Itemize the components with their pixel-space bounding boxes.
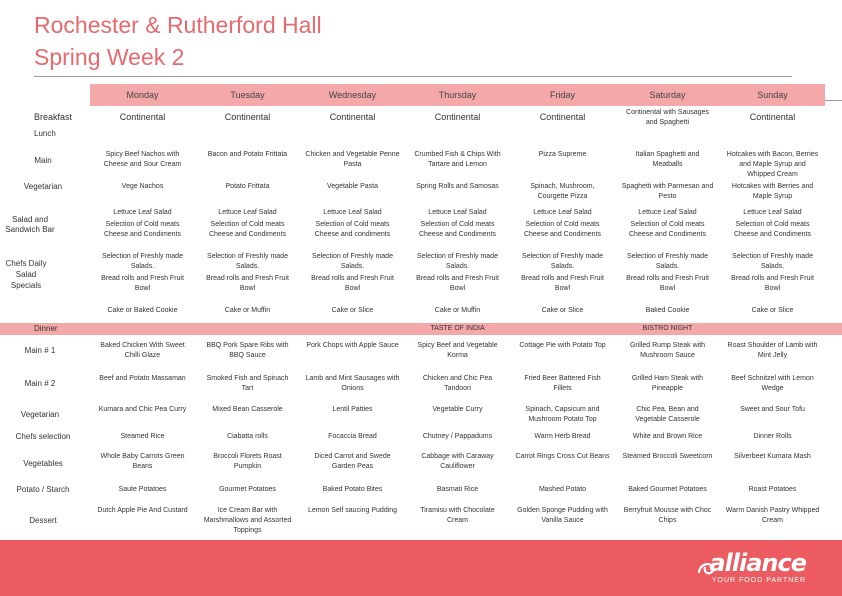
logo-tagline: YOUR FOOD PARTNER [711,577,806,584]
lunch-sweets-cell: Cake or Baked Cookie [107,307,178,314]
breakfast-cell: Continental [329,112,376,122]
dinner-main2-cell: Beef and Potato Massaman [99,375,186,382]
breakfast-cell: Continental [119,112,166,122]
dinner-label: Dinner [34,324,58,333]
dinner-chefs-cell: Chutney / Pappadums [422,433,493,440]
day-header: Thursday [438,90,477,100]
dinner-main1-cell: BBQ Pork Spare Ribs with BBQ Sauce [206,342,289,359]
lunch-chefs-line2: Bread rolls and Fresh Fruit Bowl [416,275,499,292]
day-header: Tuesday [230,90,265,100]
dinner-dessert-cell: Golden Sponge Pudding with Vanilla Sauce [517,507,608,524]
dinner-main2-cell: Fried Beer Battered Fish Fillets [524,375,601,392]
lunch-chefs-line2: Bread rolls and Fresh Fruit Bowl [626,275,709,292]
lunch-sweets-cell: Baked Cookie [645,307,690,314]
brand-logo [709,550,806,585]
logo-wordmark: alliance [709,549,806,577]
dinner-main2-cell: Grilled Ham Steak with Pineapple [631,375,704,392]
row-label-main: Main [34,156,52,165]
lunch-main-cell: Spicy Beef Nachos with Cheese and Sour Cream [103,151,182,168]
dinner-main2-cell: Lamb and Mint Sausages with Onions [305,375,400,392]
dinner-chefs-cell: White and Brown Rice [632,433,703,440]
day-header: Saturday [649,90,686,100]
row-label-main-1: Main # 1 [24,346,56,355]
lunch-salad-line2: Selection of Cold meats Cheese and condiments [314,221,391,238]
dinner-main1-cell: Pork Chops with Apple Sauce [306,342,399,349]
lunch-vegetarian-cell: Vegetable Pasta [327,183,378,190]
dinner-vegetarian-cell: Sweet and Sour Tofu [740,406,805,413]
row-label-vegetarian: Vegetarian [23,182,63,191]
lunch-chefs-line1: Selection of Freshly made Salads. [312,253,393,270]
dinner-potato-cell: Saute Potatoes [118,486,167,493]
lunch-chefs-line1: Selection of Freshly made Salads. [102,253,183,270]
lunch-salad-line1: Lettuce Leaf Salad [113,209,172,216]
lunch-salad-line1: Lettuce Leaf Salad [743,209,802,216]
dinner-vegetarian-cell: Kumara and Chic Pea Curry [98,406,187,413]
dinner-dessert-cell: Ice Cream Bar with Marshmallows and Assorted Toppings [203,507,292,534]
breakfast-cell: Continental [224,112,271,122]
row-label-vegetables: Vegetables [23,459,63,468]
lunch-salad-line2: Selection of Cold meats Cheese and Condiments [208,221,287,238]
lunch-vegetarian-cell: Hotcakes with Berries and Maple Syrup [731,183,814,200]
breakfast-cell: Continental with Sausages and Spaghetti [626,109,709,126]
dinner-vegetables-cell: Steamed Broccoli Sweetcorn [622,453,713,460]
dinner-vegetarian-cell: Chic Pea, Bean and Vegetable Casserole [635,406,700,423]
lunch-salad-line1: Lettuce Leaf Salad [533,209,592,216]
lunch-main-cell: Italian Spaghetti and Meatballs [635,151,700,168]
lunch-sweets-cell: Cake or Muffin [434,307,481,314]
lunch-salad-line1: Lettuce Leaf Salad [428,209,487,216]
dinner-main1-cell: Baked Chicken With Sweet Chilli Glaze [100,342,185,359]
dinner-main2-cell: Smoked Fish and Spinach Tart [206,375,289,392]
logo-swirl-icon [695,557,717,579]
title-divider [34,76,792,77]
dinner-vegetables-cell: Cabbage with Caraway Cauliflower [421,453,494,470]
dinner-dessert-cell: Dutch Apple Pie And Custard [97,507,188,514]
dinner-vegetarian-cell: Lentil Patties [332,406,373,413]
lunch-chefs-line2: Bread rolls and Fresh Fruit Bowl [206,275,289,292]
lunch-chefs-line1: Selection of Freshly made Salads. [627,253,708,270]
lunch-main-cell: Bacon and Potato Frittata [207,151,288,158]
dinner-main1-cell: Cottage Pie with Potato Top [519,342,606,349]
lunch-main-cell: Hotcakes with Bacon, Berries and Maple Syrup and Whipped Cream [726,151,819,178]
dinner-potato-cell: Gourmet Potatoes [219,486,276,493]
day-header: Wednesday [328,90,377,100]
lunch-label: Lunch [34,129,56,138]
row-label-salad: Salad and Sandwich Bar [5,215,55,234]
dinner-potato-cell: Mashed Potato [538,486,587,493]
lunch-salad-line1: Lettuce Leaf Salad [638,209,697,216]
dinner-vegetarian-cell: Vegetable Curry [432,406,483,413]
lunch-salad-line1: Lettuce Leaf Salad [323,209,382,216]
dinner-main2-cell: Beef Schnitzel with Lemon Wedge [731,375,814,392]
dinner-potato-cell: Baked Potato Bites [322,486,383,493]
dinner-main1-cell: Grilled Rump Steak with Mushroom Sauce [629,342,706,359]
dinner-main2-cell: Chicken and Chic Pea Tandoori [422,375,493,392]
dinner-dessert-cell: Lemon Self saucing Pudding [307,507,398,514]
page-title-line-1: Rochester & Rutherford Hall [34,12,322,38]
dinner-vegetables-cell: Broccoli Florets Roast Pumpkin [213,453,282,470]
row-label-potato: Potato / Starch [16,485,70,494]
lunch-sweets-cell: Cake or Muffin [224,307,271,314]
lunch-chefs-line2: Bread rolls and Fresh Fruit Bowl [731,275,814,292]
breakfast-cell: Continental [434,112,481,122]
lunch-salad-line2: Selection of Cold meats Cheese and Condiments [103,221,182,238]
dinner-chefs-cell: Warm Herb Bread [534,433,591,440]
day-header: Monday [126,90,159,100]
row-label-dessert: Dessert [29,516,57,525]
row-label-chefs-selection: Chefs selection [15,432,71,441]
breakfast-cell: Continental [749,112,796,122]
dinner-dessert-cell: Berryfruit Mousse with Choc Chips [623,507,712,524]
lunch-vegetarian-cell: Spinach, Mushroom, Courgette Pizza [530,183,595,200]
title-divider-right [825,100,842,101]
dinner-vegetables-cell: Whole Baby Carrots Green Beans [100,453,185,470]
row-label-chefs: Chefs Daily Salad Specials [5,259,47,290]
lunch-main-cell: Chicken and Vegetable Penne Pasta [305,151,400,168]
lunch-salad-line2: Selection of Cold meats Cheese and Condiments [733,221,812,238]
lunch-chefs-line1: Selection of Freshly made Salads. [522,253,603,270]
lunch-chefs-line2: Bread rolls and Fresh Fruit Bowl [101,275,184,292]
dinner-chefs-cell: Ciabatta rolls [227,433,268,440]
lunch-chefs-line2: Bread rolls and Fresh Fruit Bowl [311,275,394,292]
lunch-chefs-line1: Selection of Freshly made Salads. [417,253,498,270]
dinner-vegetarian-cell: Mixed Bean Casserole [212,406,283,413]
lunch-salad-line2: Selection of Cold meats Cheese and Condiments [523,221,602,238]
theme-saturday: BISTRO NIGHT [642,325,693,332]
dinner-dessert-cell: Tiramisu with Chocolate Cream [420,507,495,524]
row-label-main-2: Main # 2 [24,379,56,388]
dinner-potato-cell: Basmati Rice [436,486,479,493]
theme-thursday: TASTE OF INDIA [430,325,485,332]
lunch-sweets-cell: Cake or Slice [541,307,584,314]
lunch-salad-line2: Selection of Cold meats Cheese and Condiments [628,221,707,238]
lunch-vegetarian-cell: Spring Rolls and Samosas [416,183,499,190]
dinner-potato-cell: Baked Gourmet Potatoes [628,486,707,493]
dinner-main1-cell: Roast Shoulder of Lamb with Mint Jelly [727,342,818,359]
dinner-dessert-cell: Warm Danish Pastry Whipped Cream [725,507,820,524]
lunch-main-cell: Pizza Supreme [538,151,587,158]
dinner-chefs-cell: Steamed Rice [120,433,165,440]
dinner-vegetarian-cell: Spinach, Capsicum and Mushroom Potato Top [525,406,600,423]
dinner-chefs-cell: Dinner Rolls [753,433,792,440]
lunch-main-cell: Crumbed Fish & Chips With Tartare and Lemon [414,151,501,168]
lunch-vegetarian-cell: Potato Frittata [225,183,270,190]
day-header: Sunday [757,90,788,100]
dinner-chefs-cell: Focaccia Bread [328,433,377,440]
dinner-main1-cell: Spicy Beef and Vegetable Korma [417,342,498,359]
row-label-dinner-vegetarian: Vegetarian [20,410,60,419]
lunch-sweets-cell: Cake or Slice [331,307,374,314]
lunch-salad-line2: Selection of Cold meats Cheese and Condiments [418,221,497,238]
lunch-chefs-line1: Selection of Freshly made Salads. [732,253,813,270]
lunch-chefs-line1: Selection of Freshly made Salads. [207,253,288,270]
lunch-salad-line1: Lettuce Leaf Salad [218,209,277,216]
dinner-vegetables-cell: Silverbeet Kumara Mash [734,453,811,460]
day-header: Friday [549,90,575,100]
dinner-vegetables-cell: Diced Carrot and Swede Garden Peas [314,453,391,470]
breakfast-label: Breakfast [34,112,73,122]
footer-band [0,540,842,596]
page-title-line-2: Spring Week 2 [34,44,185,70]
dinner-potato-cell: Roast Potatoes [748,486,797,493]
lunch-vegetarian-cell: Spaghetti with Parmesan and Pesto [621,183,714,200]
lunch-vegetarian-cell: Vege Nachos [121,183,164,190]
lunch-sweets-cell: Cake or Slice [751,307,794,314]
day-header-row [90,84,825,106]
dinner-vegetables-cell: Carrot Rings Cross Cut Beans [515,453,610,460]
breakfast-cell: Continental [539,112,586,122]
lunch-chefs-line2: Bread rolls and Fresh Fruit Bowl [521,275,604,292]
